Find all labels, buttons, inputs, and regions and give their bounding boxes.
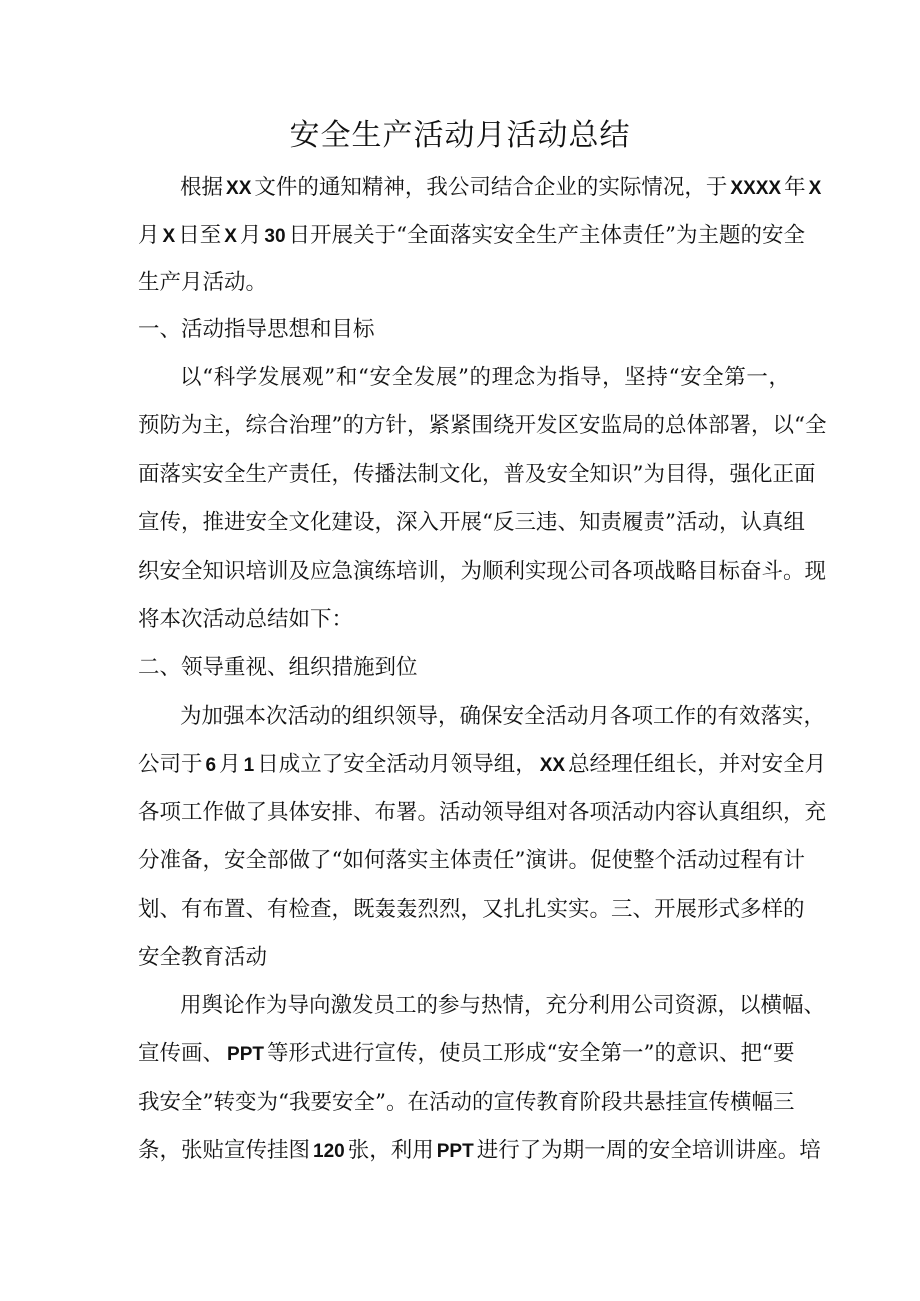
paragraph-line: 预防为主，综合治理”的方针，紧紧围绕开发区安监局的总体部署，以“全 (138, 413, 827, 438)
paragraph-line: 织安全知识培训及应急演练培训，为顺利实现公司各项战略目标奋斗。现 (138, 559, 827, 584)
paragraph-line: 公司于 6 月 1 日成立了安全活动月领导组， XX 总经理任组长，并对安全月 (138, 752, 827, 777)
paragraph-line: 面落实安全生产责任，传播法制文化，普及安全知识”为目得，强化正面 (138, 462, 816, 487)
section-heading: 一、活动指导思想和目标 (138, 317, 375, 342)
paragraph-line: 宣传画、 PPT 等形式进行宣传，使员工形成“安全第一”的意识、把“要 (138, 1041, 795, 1066)
paragraph-line: 月 X 日至 X 月 30 日开展关于“全面落实安全生产主体责任”为主题的安全 (138, 223, 806, 248)
section-heading: 二、领导重视、组织措施到位 (138, 655, 418, 680)
paragraph-line: 为加强本次活动的组织领导，确保安全活动月各项工作的有效落实， (180, 704, 826, 729)
paragraph-line: 宣传，推进安全文化建设，深入开展“反三违、知责履责”活动，认真组 (138, 510, 805, 535)
document-title: 安全生产活动月活动总结 (289, 118, 631, 153)
paragraph-line: 安全教育活动 (138, 945, 268, 970)
paragraph-line: 划、有布置、有检查，既轰轰烈烈，又扎扎实实。三、开展形式多样的 (138, 897, 805, 922)
paragraph-line: 以“科学发展观”和“安全发展”的理念为指导，坚持“安全第一， (180, 365, 790, 390)
paragraph-line: 根据 XX 文件的通知精神，我公司结合企业的实际情况，于 XXXX 年 X (180, 175, 822, 200)
paragraph-line: 条，张贴宣传挂图 120 张，利用 PPT 进行了为期一周的安全培训讲座。培 (138, 1138, 821, 1163)
paragraph-line: 将本次活动总结如下： (138, 607, 354, 632)
paragraph-line: 用舆论作为导向激发员工的参与热情，充分利用公司资源，以横幅、 (180, 993, 826, 1018)
paragraph-line: 生产月活动。 (138, 270, 268, 295)
paragraph-line: 各项工作做了具体安排、布署。活动领导组对各项活动内容认真组织，充 (138, 800, 827, 825)
paragraph-line: 我安全”转变为“我要安全”。在活动的宣传教育阶段共悬挂宣传横幅三 (138, 1090, 795, 1115)
paragraph-line: 分准备，安全部做了“如何落实主体责任”演讲。促使整个活动过程有计 (138, 848, 805, 873)
